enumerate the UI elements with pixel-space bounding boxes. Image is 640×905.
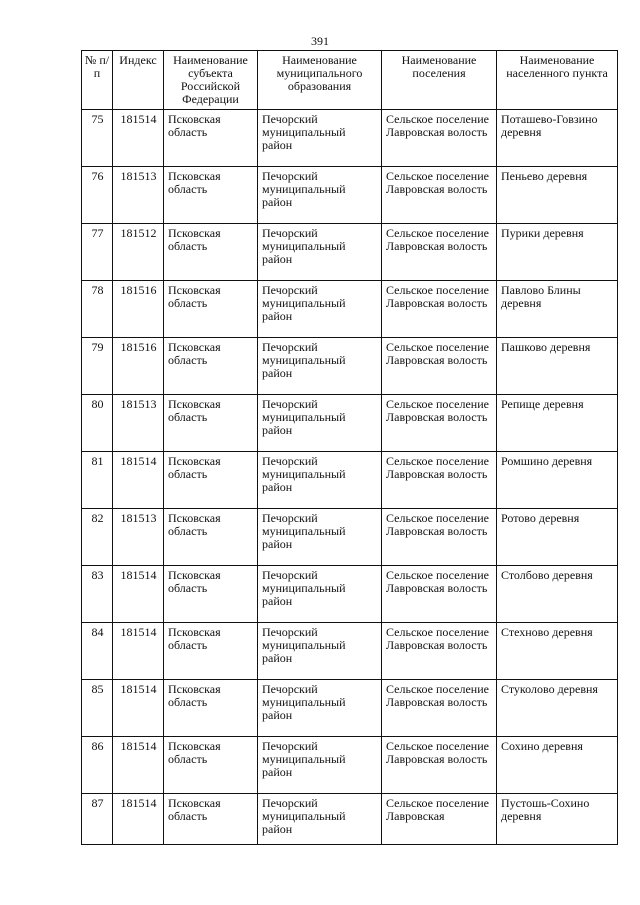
locality-cell: Столбово деревня	[497, 566, 618, 623]
locality-cell: Павлово Блины деревня	[497, 281, 618, 338]
table-row	[82, 794, 618, 845]
municipality-cell: Печорский муниципальный район	[258, 509, 382, 566]
municipality-cell: Печорский муниципальный район	[258, 623, 382, 680]
table-row	[82, 623, 618, 680]
municipality-cell: Печорский муниципальный район	[258, 395, 382, 452]
row-number-cell: 75	[82, 110, 113, 167]
locality-cell: Репище деревня	[497, 395, 618, 452]
table-row	[82, 509, 618, 566]
table-row	[82, 338, 618, 395]
row-number-cell: 86	[82, 737, 113, 794]
federal-subject-cell: Псковская область	[164, 338, 258, 395]
postal-index-cell: 181514	[113, 737, 164, 794]
table-row	[82, 737, 618, 794]
federal-subject-cell: Псковская область	[164, 680, 258, 737]
row-number-cell: 79	[82, 338, 113, 395]
locality-cell: Ротово деревня	[497, 509, 618, 566]
settlement-cell: Сельское поселение Лавровская волость	[382, 281, 497, 338]
postal-index-cell: 181513	[113, 509, 164, 566]
header-num: № п/п	[82, 51, 113, 110]
federal-subject-cell: Псковская область	[164, 281, 258, 338]
federal-subject-cell: Псковская область	[164, 452, 258, 509]
postal-index-cell: 181514	[113, 110, 164, 167]
postal-index-cell: 181513	[113, 395, 164, 452]
header-index: Индекс	[113, 51, 164, 110]
settlement-cell: Сельское поселение Лавровская волость	[382, 338, 497, 395]
locality-cell: Пеньево деревня	[497, 167, 618, 224]
row-number-cell: 80	[82, 395, 113, 452]
table-row	[82, 224, 618, 281]
settlement-cell: Сельское поселение Лавровская волость	[382, 737, 497, 794]
municipality-cell: Печорский муниципальный район	[258, 281, 382, 338]
federal-subject-cell: Псковская область	[164, 737, 258, 794]
settlement-cell: Сельское поселение Лавровская волость	[382, 395, 497, 452]
federal-subject-cell: Псковская область	[164, 794, 258, 845]
localities-table	[81, 50, 618, 845]
federal-subject-cell: Псковская область	[164, 224, 258, 281]
row-number-cell: 85	[82, 680, 113, 737]
locality-cell: Стехново деревня	[497, 623, 618, 680]
municipality-cell: Печорский муниципальный район	[258, 737, 382, 794]
locality-cell: Сохино деревня	[497, 737, 618, 794]
postal-index-cell: 181514	[113, 794, 164, 845]
municipality-cell: Печорский муниципальный район	[258, 794, 382, 845]
locality-cell: Пашково деревня	[497, 338, 618, 395]
row-number-cell: 82	[82, 509, 113, 566]
row-number-cell: 84	[82, 623, 113, 680]
settlement-cell: Сельское поселение Лавровская волость	[382, 452, 497, 509]
municipality-cell: Печорский муниципальный район	[258, 680, 382, 737]
locality-cell: Поташево-Говзино деревня	[497, 110, 618, 167]
page-number: 391	[311, 34, 329, 48]
municipality-cell: Печорский муниципальный район	[258, 110, 382, 167]
settlement-cell: Сельское поселение Лавровская волость	[382, 110, 497, 167]
header-municipality: Наименование муниципального образования	[258, 51, 382, 110]
municipality-cell: Печорский муниципальный район	[258, 566, 382, 623]
postal-index-cell: 181512	[113, 224, 164, 281]
row-number-cell: 81	[82, 452, 113, 509]
postal-index-cell: 181514	[113, 623, 164, 680]
federal-subject-cell: Псковская область	[164, 509, 258, 566]
postal-index-cell: 181513	[113, 167, 164, 224]
federal-subject-cell: Псковская область	[164, 623, 258, 680]
postal-index-cell: 181516	[113, 281, 164, 338]
settlement-cell: Сельское поселение Лавровская волость	[382, 167, 497, 224]
postal-index-cell: 181514	[113, 680, 164, 737]
municipality-cell: Печорский муниципальный район	[258, 338, 382, 395]
row-number-cell: 76	[82, 167, 113, 224]
locality-cell: Пустошь-Сохино деревня	[497, 794, 618, 845]
table-row	[82, 110, 618, 167]
postal-index-cell: 181514	[113, 566, 164, 623]
table-row	[82, 680, 618, 737]
row-number-cell: 77	[82, 224, 113, 281]
table-row	[82, 452, 618, 509]
municipality-cell: Печорский муниципальный район	[258, 167, 382, 224]
municipality-cell: Печорский муниципальный район	[258, 224, 382, 281]
table-header-row	[82, 51, 618, 110]
locality-cell: Пурики деревня	[497, 224, 618, 281]
table-row	[82, 566, 618, 623]
settlement-cell: Сельское поселение Лавровская волость	[382, 509, 497, 566]
settlement-cell: Сельское поселение Лавровская волость	[382, 224, 497, 281]
row-number-cell: 87	[82, 794, 113, 845]
table-row	[82, 281, 618, 338]
federal-subject-cell: Псковская область	[164, 110, 258, 167]
table-row	[82, 395, 618, 452]
settlement-cell: Сельское поселение Лавровская волость	[382, 680, 497, 737]
table-body	[82, 110, 618, 845]
header-settlement: Наименование поселения	[382, 51, 497, 110]
settlement-cell: Сельское поселение Лавровская	[382, 794, 497, 845]
row-number-cell: 83	[82, 566, 113, 623]
header-subject: Наименование субъекта Российской Федерации	[164, 51, 258, 110]
federal-subject-cell: Псковская область	[164, 566, 258, 623]
settlement-cell: Сельское поселение Лавровская волость	[382, 623, 497, 680]
row-number-cell: 78	[82, 281, 113, 338]
header-locality: Наименование населенного пункта	[497, 51, 618, 110]
municipality-cell: Печорский муниципальный район	[258, 452, 382, 509]
federal-subject-cell: Псковская область	[164, 167, 258, 224]
locality-cell: Стуколово деревня	[497, 680, 618, 737]
locality-cell: Ромшино деревня	[497, 452, 618, 509]
table-row	[82, 167, 618, 224]
settlement-cell: Сельское поселение Лавровская волость	[382, 566, 497, 623]
federal-subject-cell: Псковская область	[164, 395, 258, 452]
postal-index-cell: 181514	[113, 452, 164, 509]
postal-index-cell: 181516	[113, 338, 164, 395]
